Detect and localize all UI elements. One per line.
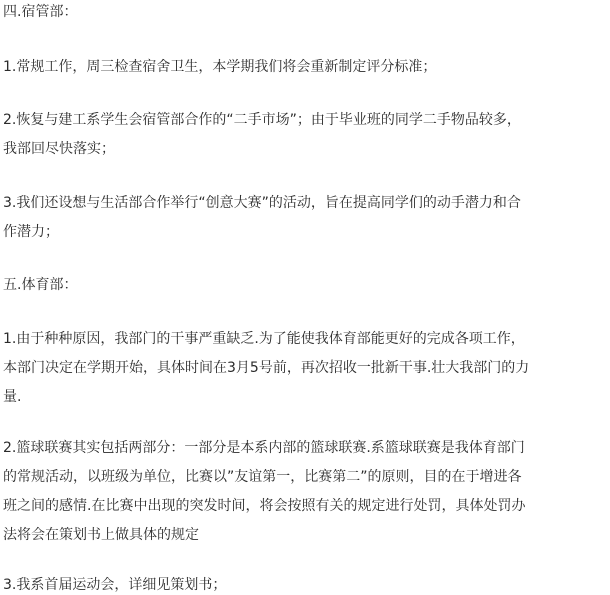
text-line: 2.篮球联赛其实包括两部分：一部分是本系内部的篮球联赛.系篮球联赛是我体育部门 — [3, 440, 525, 456]
paragraph-sports-1 — [3, 330, 529, 406]
text-line: 的常规活动，以班级为单位，比赛以”友谊第一，比赛第二”的原则，目的在于增进各 — [3, 469, 522, 485]
section-heading-sports — [3, 276, 77, 294]
text-line: 2.恢复与建工系学生会宿管部合作的“二手市场”；由于毕业班的同学二手物品较多， — [3, 112, 521, 128]
text-line: 法将会在策划书上做具体的规定 — [3, 527, 199, 543]
text-line: 班之间的感情.在比赛中出现的突发时间，将会按照有关的规定进行处罚，具体处罚办 — [3, 498, 526, 514]
text-line: 量. — [3, 389, 22, 405]
text-line: 本部门决定在学期开始，具体时间在3月5号前，再次招收一批新干事.壮大我部门的力 — [3, 360, 530, 376]
text-line: 作潜力； — [3, 224, 59, 240]
paragraph-dorm-1 — [3, 58, 436, 76]
paragraph-sports-2 — [3, 439, 525, 544]
text-line: 3.我们还设想与生活部合作举行“创意大赛”的活动，旨在提高同学们的动手潜力和合 — [3, 195, 521, 211]
text-line: 五.体育部： — [3, 277, 78, 293]
paragraph-sports-3 — [3, 576, 226, 594]
text-line: 四.宿管部： — [3, 4, 78, 20]
text-line: 3.我系首届运动会，详细见策划书； — [3, 577, 227, 593]
paragraph-dorm-3 — [3, 194, 521, 241]
paragraph-dorm-2 — [3, 111, 521, 158]
section-heading-dorm — [3, 3, 77, 21]
text-line: 1.由于种种原因，我部门的干事严重缺乏.为了能使我体育部能更好的完成各项工作， — [3, 331, 525, 347]
text-line: 我部回尽快落实； — [3, 141, 115, 157]
text-line: 1.常规工作，周三检查宿舍卫生，本学期我们将会重新制定评分标准； — [3, 59, 437, 75]
